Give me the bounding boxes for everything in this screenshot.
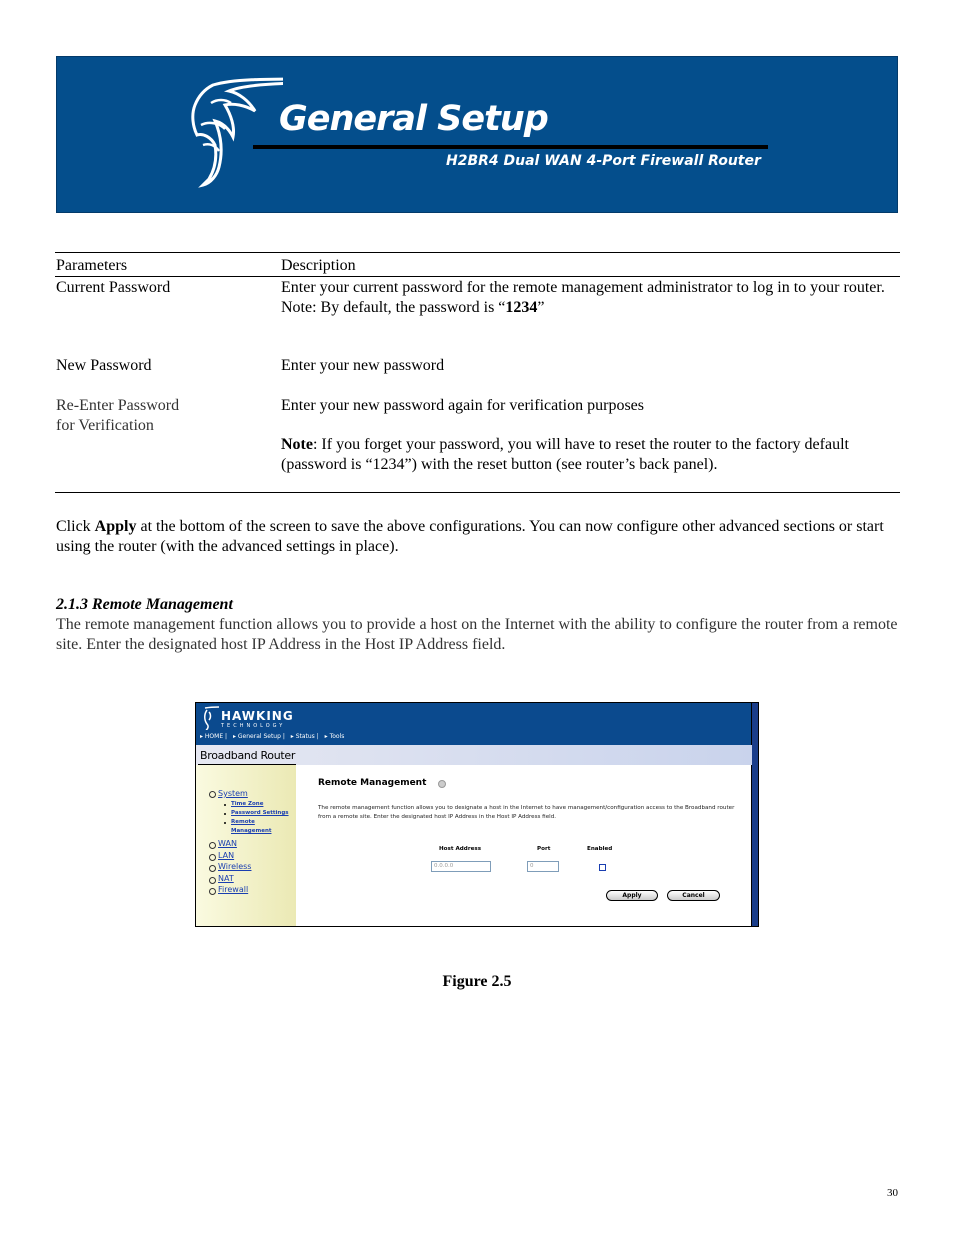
sidebar-item-system[interactable]: System (218, 789, 248, 798)
apply-button[interactable]: Apply (606, 890, 658, 901)
enabled-label: Enabled (587, 846, 613, 852)
nav-tools[interactable]: ▸ Tools (324, 733, 345, 740)
nat-bullet-icon (209, 877, 216, 884)
nav-home[interactable]: ▸ HOME (200, 733, 224, 740)
router-screenshot (195, 702, 759, 927)
port-input[interactable]: 0 (527, 861, 559, 872)
router-sidebar (196, 765, 296, 926)
sidebar-item-firewall[interactable]: Firewall (218, 885, 249, 894)
router-nav: ▸ HOME | ▸ General Setup | ▸ Status | ▸ Tools (200, 733, 345, 740)
password-bullet-icon (224, 813, 226, 815)
nav-general-setup[interactable]: ▸ General Setup (232, 733, 281, 740)
remote-management-title: Remote Management (318, 778, 427, 788)
sidebar-item-nat[interactable]: NAT (218, 874, 234, 883)
sidebar-subitem-password-settings[interactable]: Password Settings (231, 810, 289, 816)
sidebar-subitem-time-zone[interactable]: Time Zone (231, 801, 264, 807)
help-icon[interactable] (438, 780, 446, 788)
param-reenter-password: Re-Enter Password for Verification (56, 397, 180, 434)
cancel-button[interactable]: Cancel (667, 890, 720, 901)
section-body: The remote management function allows you to provide a host on the Internet with the ability to configure the router from a remote site. Enter the designated host IP Address in the Host IP Address field. (56, 616, 898, 653)
hawking-logo-sub: TECHNOLOGY (221, 723, 286, 729)
router-bar-title: Broadband Router (200, 749, 296, 762)
banner-title: General Setup (279, 99, 548, 139)
lan-bullet-icon (209, 854, 216, 861)
enabled-checkbox[interactable] (599, 864, 606, 871)
time-zone-bullet-icon (224, 804, 226, 806)
desc-current-password-text: Enter your current password for the remote management administrator to log in to your router. (281, 279, 885, 296)
sidebar-subitem-management[interactable]: Management (231, 828, 272, 834)
sidebar-item-lan[interactable]: LAN (218, 851, 235, 860)
param-current-password: Current Password (56, 279, 171, 296)
router-title-bar (196, 745, 752, 765)
table-bottom-rule (55, 492, 900, 493)
router-header (196, 703, 752, 745)
reset-note: Note: If you forget your password, you will have to reset the router to the factory default (password is “1234”) with the reset button (see router’s back panel). (281, 436, 849, 473)
firewall-bullet-icon (209, 888, 216, 895)
desc-reenter-password: Enter your new password again for verification purposes (281, 397, 644, 414)
page-number: 30 (887, 1187, 898, 1199)
header-banner (56, 56, 898, 213)
wan-bullet-icon (209, 842, 216, 849)
section-heading: 2.1.3 Remote Management (56, 596, 233, 613)
nav-status[interactable]: ▸ Status (290, 733, 315, 740)
hawk-logo-icon (201, 706, 219, 730)
host-address-input[interactable]: 0.0.0.0 (431, 861, 491, 872)
eagle-logo-icon (173, 75, 283, 190)
system-bullet-icon (209, 791, 216, 798)
remote-bullet-icon (224, 822, 226, 824)
figure-caption: Figure 2.5 (442, 973, 512, 990)
remote-management-description: The remote management function allows you to designate a host in the Internet to have management/configuration access to the Broadband router from a remote site. Enter the designated host IP Address in the Host IP Address field. (318, 805, 735, 820)
banner-rule (253, 145, 768, 149)
apply-paragraph: Click Apply at the bottom of the screen to save the above configurations. You can now configure other advanced sections or start using the router (with the advanced settings in place). (56, 518, 884, 555)
desc-new-password: Enter your new password (281, 357, 445, 374)
host-address-label: Host Address (439, 846, 482, 852)
window-scrollbar[interactable] (751, 703, 758, 926)
desc-current-password-note: Note: By default, the password is “1234” (281, 298, 545, 316)
table-header-parameters: Parameters (56, 257, 128, 274)
sidebar-item-wan[interactable]: WAN (218, 839, 237, 848)
banner-subtitle: H2BR4 Dual WAN 4-Port Firewall Router (446, 153, 761, 169)
port-label: Port (537, 846, 551, 852)
wireless-bullet-icon (209, 865, 216, 872)
param-new-password: New Password (56, 357, 152, 374)
table-header-rule (55, 276, 900, 277)
sidebar-item-wireless[interactable]: Wireless (218, 862, 252, 871)
hawking-logo-text: HAWKING (221, 709, 294, 723)
desc-current-password (281, 278, 899, 317)
sidebar-subitem-remote[interactable]: Remote (231, 819, 255, 825)
table-top-rule (55, 252, 900, 253)
table-header-description: Description (281, 257, 356, 274)
